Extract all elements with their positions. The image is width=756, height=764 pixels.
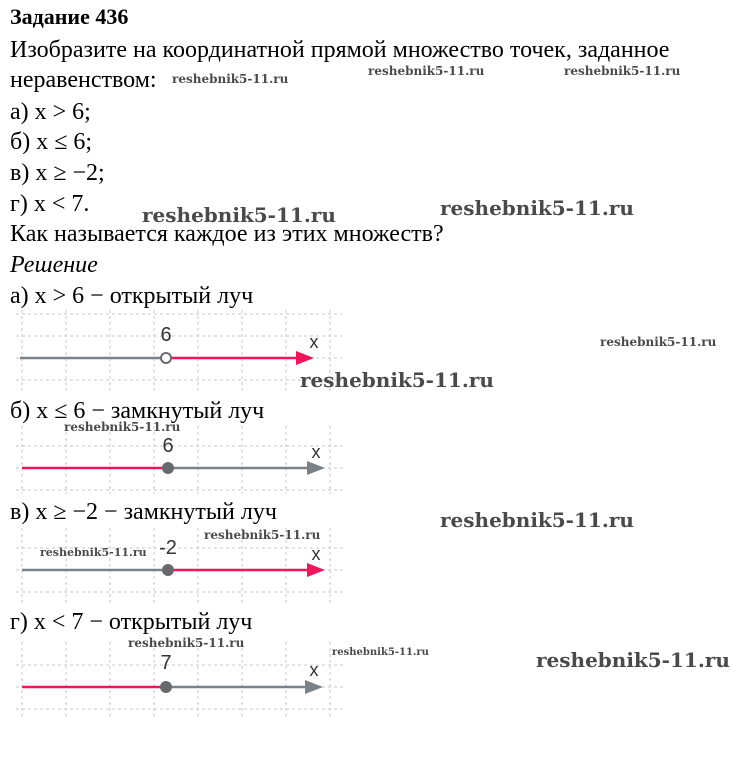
arrow-head [296,351,314,365]
grid [16,642,346,718]
watermark: reshebnik5-11.ru [368,64,485,78]
task-title: Задание 436 [10,4,129,29]
watermark: reshebnik5-11.ru [172,72,289,86]
task-item-a: а) x > 6; [10,99,91,125]
point-label: -2 [159,537,177,559]
watermark: reshebnik5-11.ru [64,420,181,434]
solution-caption-d: г) x < 7 − открытый луч [10,609,253,635]
watermark: reshebnik5-11.ru [332,647,429,658]
number-line-d [10,640,355,720]
point-label: 6 [160,324,172,346]
watermark: reshebnik5-11.ru [204,528,321,542]
watermark: reshebnik5-11.ru [600,335,717,349]
axis-label: x [311,544,321,564]
closed-point [160,681,172,693]
arrow-head [307,563,325,577]
watermark: reshebnik5-11.ru [440,196,634,220]
closed-point [162,462,174,474]
open-point [161,353,171,363]
arrow-head [305,680,323,694]
solution-caption-a: а) x > 6 − открытый луч [10,283,254,309]
watermark: reshebnik5-11.ru [564,64,681,78]
watermark: reshebnik5-11.ru [440,508,634,532]
watermark: reshebnik5-11.ru [536,648,730,672]
grid [16,426,346,494]
arrow-head [307,461,325,475]
task-item-b: б) x ≤ 6; [10,129,93,155]
solution-caption-b: б) x ≤ 6 − замкнутый луч [10,398,265,424]
watermark: reshebnik5-11.ru [40,546,147,559]
solution-caption-c: в) x ≥ −2 − замкнутый луч [10,499,277,525]
task-item-c: в) x ≥ −2; [10,160,105,186]
number-line-a [10,308,350,394]
number-line-b [10,424,355,496]
watermark: reshebnik5-11.ru [142,203,336,227]
axis-label: x [311,442,321,462]
task-question: Как называется каждое из этих множеств? [10,221,444,247]
task-prompt-line2: неравенством: [10,67,157,93]
grid [16,310,342,392]
point-label: 6 [162,435,174,457]
watermark: reshebnik5-11.ru [300,368,494,392]
task-item-d: г) x < 7. [10,191,90,217]
axis-label: x [309,332,319,352]
watermark: reshebnik5-11.ru [128,636,245,650]
axis-label: x [309,660,319,680]
point-label: 7 [160,652,172,674]
closed-point [162,564,174,576]
solution-heading: Решение [10,252,98,278]
task-prompt-line1: Изобразите на координатной прямой множество точек, заданное [10,37,670,63]
